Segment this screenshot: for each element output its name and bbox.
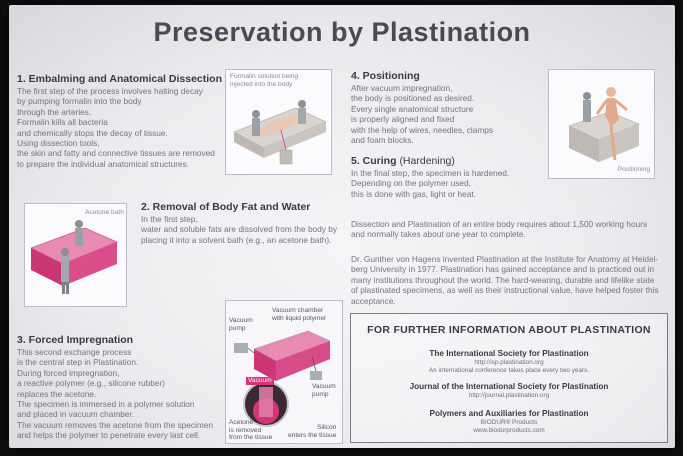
text-line: this is done with gas, light or heat. [351, 188, 476, 199]
acetone-bath-figure [24, 203, 127, 307]
figure-caption: Formalin solution being injected into the body [230, 73, 299, 88]
vacuum-pump-right-label: Vacuum pump [312, 383, 336, 398]
info-box-title: FOR FURTHER INFORMATION ABOUT PLASTINATION [367, 324, 651, 336]
info-entry-name: The International Society for Plastination [429, 349, 589, 358]
text-line: acceptance. [351, 295, 396, 306]
figure-caption: Acetone bath [85, 209, 124, 216]
info-entry-url: www.biodurproducts.com [473, 427, 545, 434]
info-entry-name: Journal of the International Society for Plastination [409, 382, 609, 391]
text-line: placing it into a solvent bath (e.g., an acetone bath). [141, 234, 332, 245]
text-line: is the central step in Plastination. [17, 357, 139, 368]
text-line: to prepare the individual anatomical structures. [17, 158, 190, 169]
info-entry-url: http://journal.plastination.org [468, 392, 550, 399]
silicon-enters-label: Silicon enters the tissue [288, 424, 337, 439]
text-line: a reactive polymer (e.g., silicone rubber) [17, 378, 166, 389]
text-line: The vacuum removes the acetone from the specimen [17, 419, 213, 430]
text-line: and helps the polymer to penetrate every last cell. [17, 430, 201, 441]
acetone-removed-label: Acetone is removed from the tissue [229, 419, 273, 442]
acetone-bath-illustration [25, 204, 126, 306]
text-line: berg University in 1977. Plastination has gained acceptance and is practiced out in [351, 264, 655, 275]
text-line: After vacuum impregnation, [351, 83, 453, 93]
text-line: the body is positioned as desired. [351, 93, 475, 104]
text-line: water and soluble fats are dissolved from the body by [141, 224, 338, 235]
further-info-box [350, 313, 668, 443]
text-line: This second exchange process [17, 347, 132, 357]
text-line: and placed in vacuum chamber. [17, 409, 135, 420]
page-title: Preservation by Plastination [153, 17, 531, 47]
section3-heading: 3. Forced Impregnation [17, 334, 134, 346]
section2-heading: 2. Removal of Body Fat and Water [141, 201, 311, 213]
section1-heading: 1. Embalming and Anatomical Dissection [17, 73, 222, 85]
text-line: with the help of wires, needles, clamps [351, 124, 494, 135]
text-line: Dr. Gunther von Hagens invented Plastination at the Institute for Anatomy at Heidel- [351, 254, 659, 264]
text-line: replaces the acetone. [17, 388, 97, 399]
text-line: the skin and fatty and connective tissues are removed [17, 148, 215, 159]
vacuum-figure [225, 300, 343, 444]
text-line: Formalin kills all bacteria [17, 117, 108, 128]
section2-text [141, 214, 337, 245]
text-line: is properly aligned and fixed [351, 114, 455, 125]
section5-text [351, 168, 509, 199]
section3-text [17, 347, 213, 441]
positioning-figure [548, 69, 655, 179]
section5-heading-main: 5. Curing [351, 155, 397, 167]
text-line: and chemically stops the decay of tissue. [17, 127, 168, 138]
embalming-illustration [226, 70, 331, 174]
positioning-illustration [549, 70, 654, 178]
text-line: and normally takes about one year to complete. [351, 229, 526, 240]
text-line: In the final step, the specimen is hardened. [351, 168, 510, 178]
embalming-figure [225, 69, 332, 175]
text-line: During forced impregnation, [17, 367, 120, 378]
text-line: Every single anatomical structure [351, 103, 474, 114]
vacuum-pump-left-label: Vacuum pump [229, 317, 253, 332]
section5-heading-sub: (Hardening) [399, 155, 455, 167]
text-line: through the arteries. [17, 106, 92, 117]
section4-heading: 4. Positioning [351, 70, 420, 82]
info-entry-products: BIODUR® Products [480, 419, 538, 426]
text-line: The specimen is immersed in a polymer solution [17, 399, 195, 410]
exhibit-board [9, 5, 675, 448]
section1-text [17, 86, 215, 169]
text-line: The first step of the process involves halting decay [17, 86, 203, 96]
text-line: of plastinated specimens, as well as their instructional value, have helped foster this [351, 285, 659, 296]
info-entry-url: http://isp.plastination.org [474, 359, 544, 366]
info-entry-name: Polymers and Auxiliaries for Plastination [429, 409, 589, 418]
info-entry-note: An international conference takes place every two years. [428, 367, 590, 374]
text-line: by pumping formalin into the body [17, 96, 142, 107]
vacuum-tag: Vacuum [248, 377, 272, 384]
text-line: Using dissection tools, [17, 138, 100, 149]
text-line: Depending on the polymer used, [351, 178, 471, 189]
summary-paragraph-1 [351, 219, 647, 240]
text-line: and foam blocks. [351, 135, 414, 146]
text-line: Dissection and Plastination of an entire body requires about 1,500 working hours [351, 219, 648, 229]
summary-paragraph-2 [351, 254, 659, 306]
section4-text [351, 83, 493, 145]
text-line: In the first step, [141, 214, 198, 224]
text-line: many institutions throughout the world. The hard-wearing, durable and lifelike state [351, 274, 655, 285]
figure-caption: Positioning [617, 166, 650, 174]
section5-heading [351, 155, 455, 167]
vacuum-chamber-label: Vacuum chamber with liquid polymer [272, 307, 327, 322]
